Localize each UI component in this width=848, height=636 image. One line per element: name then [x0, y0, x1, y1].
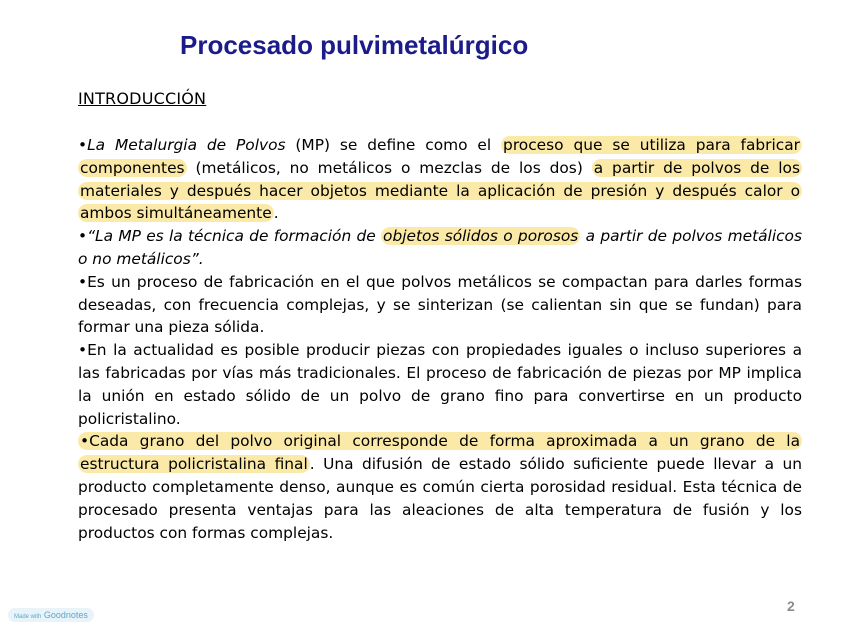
paragraph-quote	[78, 225, 802, 271]
highlight-solid-objects: objetos sólidos o porosos	[383, 227, 579, 246]
highlight-process: proceso que se utiliza para fabricar componentes	[80, 136, 800, 177]
bullet: •	[78, 136, 88, 154]
watermark-brand: Goodnotes	[43, 610, 88, 620]
text-run: .	[273, 204, 279, 223]
paragraph-grain	[78, 430, 802, 544]
term-metalurgia-polvos: La Metalurgia de Polvos	[87, 136, 286, 154]
text-run: (metálicos, no metálicos o mezclas de los dos)	[186, 158, 592, 177]
paragraph-mp-definition	[78, 134, 802, 225]
goodnotes-watermark	[8, 608, 94, 622]
paragraph-current: •En la actualidad es posible producir piezas con propiedades iguales o incluso superiores a las fabricadas por vías más tradicionales. El proceso de fabricación de piezas por MP implica la unión en estado sólido de un polvo de grano fino para convertirse en un producto policristalino.	[78, 341, 802, 428]
highlight-from-powders: a partir de polvos de los materiales y después hacer objetos mediante la aplicación de presión y después calor o ambos simultáneamente	[80, 158, 800, 223]
watermark-prefix: Made with	[14, 614, 42, 620]
highlight-grain: •Cada grano del polvo original corresponde de forma aproximada a un grano de la estructura policristalina final	[80, 432, 800, 474]
paragraph-process: •Es un proceso de fabricación en el que polvos metálicos se compactan para darles formas deseadas, con frecuencia complejas, y se sinterizan (se calientan sin que se fundan) para formar una pieza sólida.	[78, 272, 802, 337]
page-number: 2	[787, 598, 795, 614]
section-heading: INTRODUCCIÓN	[78, 89, 207, 108]
slide-body	[78, 134, 802, 544]
text-run: . Una difusión de estado sólido suficiente puede llevar a un producto completamente denso, aunque es común cierta porosidad residual. Esta técnica de procesado presenta ventajas para las aleaciones de alta temperatura de fusión y los productos con formas complejas.	[78, 455, 802, 542]
quote-text: a partir de polvos metálicos o no metálicos”.	[78, 227, 802, 268]
quote-text: •“La MP es la técnica de formación de	[78, 227, 382, 246]
slide-title: Procesado pulvimetalúrgico	[180, 30, 529, 60]
text-run: (MP) se define como el	[285, 136, 502, 154]
